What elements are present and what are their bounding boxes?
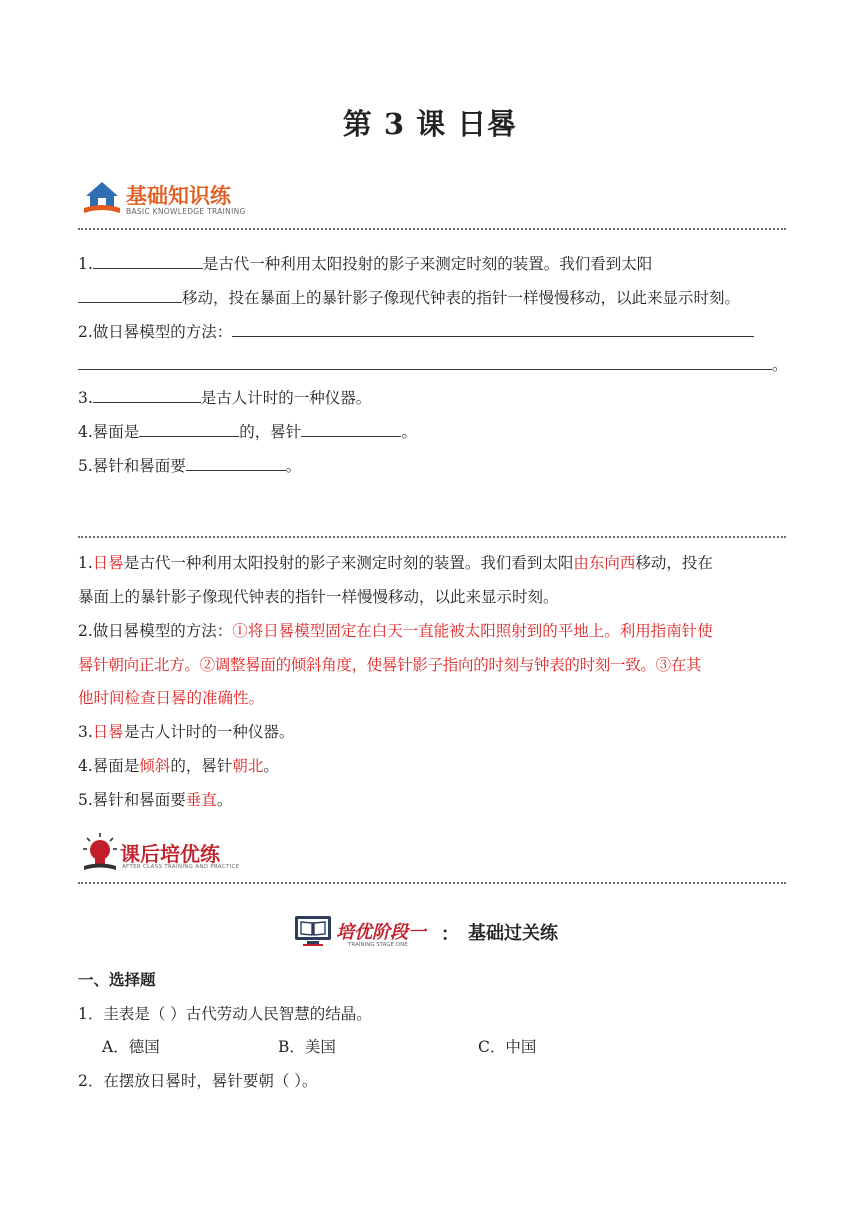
a3-text: 是古人计时的一种仪器。 (123, 723, 295, 741)
answer-1-line1 (78, 553, 786, 573)
divider (78, 536, 786, 538)
section-logo-basic (82, 180, 252, 220)
answer-blank[interactable] (78, 354, 772, 370)
a2-answer-3: 他时间检查日晷的准确性。 (78, 689, 265, 707)
a4-text: 4.晷面是 (78, 757, 140, 775)
answer-blank[interactable] (186, 455, 286, 471)
quiz-question-1: 1．圭表是（ ）古代劳动人民智慧的结晶。 (78, 1005, 372, 1023)
stage-label: 培优阶段一 (336, 922, 426, 943)
q1-text-2: 移动，投在暴面上的暴针影子像现代钟表的指针一样慢慢移动，以此来显示时刻。 (182, 289, 741, 307)
quiz-question-2: 2．在摆放日晷时，晷针要朝（ ）。 (78, 1072, 318, 1090)
question-4 (78, 421, 417, 442)
section-sublabel: BASIC KNOWLEDGE TRAINING (126, 207, 246, 216)
a3-number: 3. (78, 723, 93, 741)
a1-answer-1: 日晷 (92, 554, 124, 572)
a4-end: 。 (263, 757, 279, 775)
a1-number: 1. (78, 554, 93, 572)
answer-blank[interactable] (93, 387, 201, 403)
answer-2-line3 (78, 688, 264, 708)
page-title: 第 3 课 日晷 (342, 107, 518, 141)
divider (78, 228, 786, 230)
q1-text: 是古代一种利用太阳投射的影子来测定时刻的装置。我们看到太阳 (202, 255, 653, 273)
q4-end: 。 (401, 423, 417, 441)
stage-header (293, 914, 583, 954)
answer-1-line2 (78, 587, 559, 607)
a2-answer-2: 晷针朝向正北方。②调整晷面的倾斜角度，使晷针影子指向的时刻与钟表的时刻一致。③在其 (78, 656, 702, 674)
answer-blank[interactable] (139, 421, 239, 437)
section-sublabel: AFTER CLASS TRAINING AND PRACTICE (122, 864, 240, 870)
house-book-icon (82, 180, 122, 216)
option-c[interactable]: C．中国 (478, 1038, 537, 1056)
a4-answer-1: 倾斜 (139, 757, 171, 775)
section-label: 基础知识练 (126, 184, 231, 208)
q2-text: 2.做日晷模型的方法： (78, 323, 233, 341)
stage-sublabel: TRAINING STAGE ONE (348, 942, 408, 948)
monitor-book-icon (293, 914, 333, 948)
question-1-line1 (78, 253, 652, 274)
q4-text-2: 的，晷针 (239, 423, 302, 441)
a4-text-2: 的，晷针 (170, 757, 233, 775)
q1-number: 1. (78, 255, 93, 273)
q5-end: 。 (285, 457, 302, 475)
option-a[interactable]: A．德国 (102, 1038, 160, 1056)
q4-text: 4.晷面是 (78, 423, 140, 441)
answer-blank[interactable] (301, 421, 401, 437)
q2-end: 。 (772, 356, 788, 374)
answer-4 (78, 756, 279, 776)
a1-text: 是古代一种利用太阳投射的影子来测定时刻的装置。我们看到太阳 (123, 554, 574, 572)
a1-answer-2: 由东向西 (573, 554, 636, 572)
a1-text-2: 移动，投在 (635, 554, 713, 572)
answer-2-line2 (78, 655, 701, 675)
divider (78, 882, 786, 884)
q5-text: 5.晷针和晷面要 (78, 457, 186, 475)
section-logo-after-class (82, 832, 252, 876)
a2-label: 2.做日晷模型的方法： (78, 622, 233, 640)
a5-end: 。 (216, 791, 233, 809)
a3-answer: 日晷 (92, 723, 124, 741)
question-2-line1 (78, 321, 754, 342)
a1-text-3: 暴面上的暴针影子像现代钟表的指针一样慢慢移动，以此来显示时刻。 (78, 588, 559, 606)
answer-3 (78, 722, 294, 742)
answer-5 (78, 790, 232, 810)
section-label: 课后培优练 (120, 842, 220, 866)
answer-blank[interactable] (78, 287, 182, 303)
quiz-heading: 一、选择题 (78, 971, 156, 989)
a5-text: 5.晷针和晷面要 (78, 791, 186, 809)
q3-number: 3. (78, 389, 93, 407)
stage-name: 基础过关练 (468, 923, 558, 944)
answer-blank[interactable] (232, 321, 754, 337)
q3-text: 是古人计时的一种仪器。 (200, 389, 372, 407)
question-5 (78, 455, 301, 476)
a5-answer: 垂直 (185, 791, 217, 809)
a4-answer-2: 朝北 (232, 757, 264, 775)
stage-colon: ： (441, 924, 459, 945)
answer-2-line1 (78, 621, 713, 641)
lightbulb-icon (82, 832, 118, 872)
a2-answer-1: ①将日晷模型固定在白天一直能被太阳照射到的平地上。利用指南针使 (232, 622, 713, 640)
question-3 (78, 387, 371, 408)
answer-blank[interactable] (93, 253, 203, 269)
question-2-line2 (78, 354, 788, 375)
question-1-line2 (78, 287, 740, 308)
option-b[interactable]: B．美国 (278, 1038, 336, 1056)
